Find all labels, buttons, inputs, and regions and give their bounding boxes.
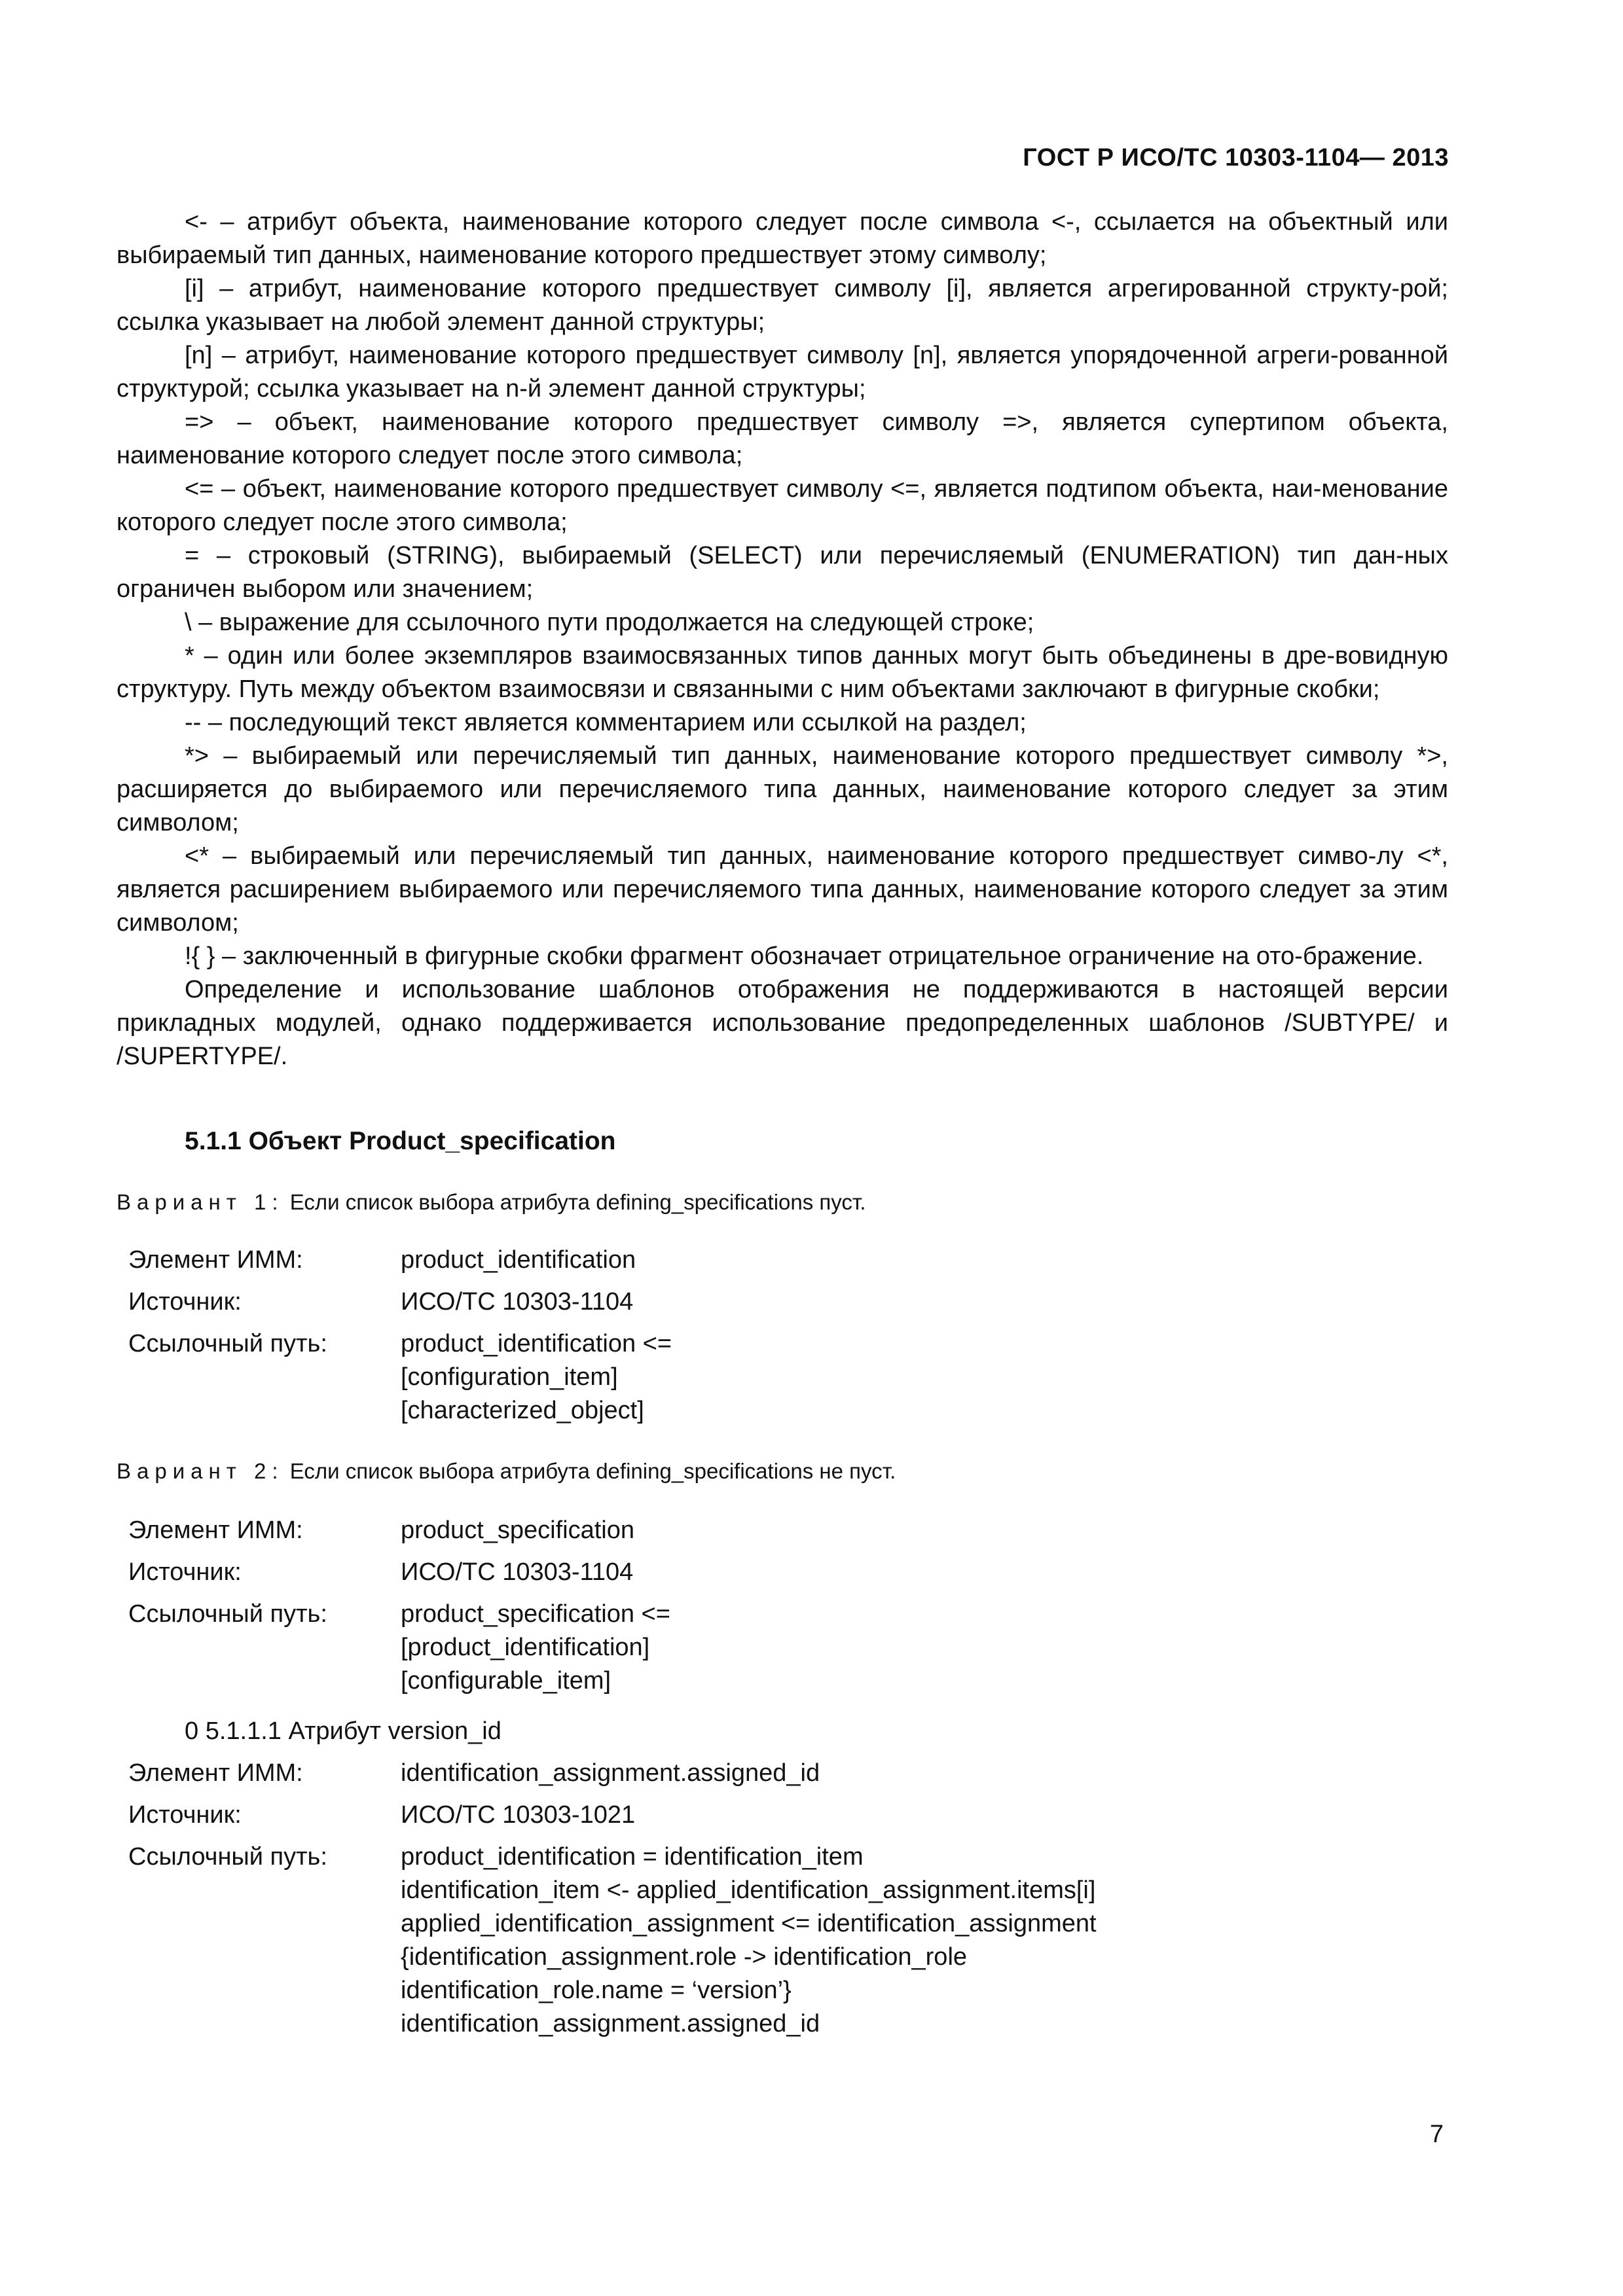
mapping-value: product_specification <= [product_identification] [configurable_item] [401,1600,670,1695]
templates-note-paragraph: Определение и использование шаблонов отображения не поддерживаются в настоящей версии прикладных модулей, однако поддерживается использование предопределенных шаблонов /SUBTYPE/ и /SUPERTYPE/. [117,976,1448,1070]
variant-2-caption [117,1458,896,1484]
mapping-value: product_identification = identification_item identification_item <- applied_identification_assignment.items[i] applied_identification_assignment <= identification_assignment {identification_assignment.role -> identification_role identification_role.name = ‘version’} identification_assignment.assigned_id [401,1843,1097,2037]
mapping-row [128,1244,672,1277]
definition-paragraph: [i] – атрибут, наименование которого предшествует символу [i], является агрегированной структу-рой; ссылка указывает на любой элемент данной структуры; [117,275,1448,336]
mapping-key: Источник: [128,1801,242,1829]
definition-paragraph: <= – объект, наименование которого предшествует символу <=, является подтипом объекта, наи-менование которого следует после этого символа; [117,475,1448,536]
definition-paragraph: => – объект, наименование которого предшествует символу =>, является супертипом объекта, наименование которого следует после этого символа; [117,408,1448,469]
mapping-row [128,1840,1097,2041]
definition-paragraph: !{ } – заключенный в фигурные скобки фрагмент обозначает отрицательное ограничение на ото-бражение. [185,942,1424,970]
definitions-block [117,206,1448,1073]
mapping-row [128,1598,670,1698]
page-number: 7 [1429,2121,1444,2148]
mapping-value: ИСО/ТС 10303-1104 [401,1558,634,1586]
mapping-value: ИСО/ТС 10303-1104 [401,1288,634,1316]
mapping-key: Ссылочный путь: [128,1600,327,1628]
definition-paragraph: [n] – атрибут, наименование которого предшествует символу [n], является упорядоченной агреги-рованной структурой; ссылка указывает на n-й элемент данной структуры; [117,342,1448,403]
variant-1-mapping [128,1244,672,1436]
variant-text: Если список выбора атрибута defining_specifications не пуст. [289,1459,896,1483]
mapping-value: ИСО/ТС 10303-1021 [401,1801,636,1829]
mapping-key: Ссылочный путь: [128,1843,327,1871]
mapping-key: Источник: [128,1558,242,1586]
mapping-row [128,1285,672,1319]
mapping-row [128,1327,672,1427]
mapping-key: Ссылочный путь: [128,1330,327,1357]
mapping-row [128,1757,1097,1790]
definition-paragraph: <* – выбираемый или перечисляемый тип данных, наименование которого предшествует симво-лу <*, является расширением выбираемого или перечисляемого типа данных, наименование которого следует за этим символом; [117,842,1448,937]
attribute-mapping [128,1757,1097,2049]
mapping-row [128,1514,670,1547]
attribute-title: 0 5.1.1.1 Атрибут version_id [185,1717,501,1745]
mapping-key: Элемент ИММ: [128,1246,303,1274]
variant-label: Вариант 1: [117,1190,284,1214]
mapping-value: identification_assignment.assigned_id [401,1759,820,1787]
mapping-value: product_identification [401,1246,636,1274]
section-title: 5.1.1 Объект Product_specification [185,1127,616,1155]
variant-1-caption [117,1189,866,1215]
definition-paragraph: * – один или более экземпляров взаимосвязанных типов данных могут быть объединены в дре-вовидную структуру. Путь между объектом взаимосвязи и связанными с ним объектами заключают в фигурные скобки; [117,642,1448,703]
variant-text: Если список выбора атрибута defining_specifications пуст. [289,1190,866,1214]
definition-paragraph: \ – выражение для ссылочного пути продолжается на следующей строке; [185,609,1034,636]
mapping-row [128,1799,1097,1832]
definition-paragraph: = – строковый (STRING), выбираемый (SELECT) или перечисляемый (ENUMERATION) тип дан-ных ограничен выбором или значением; [117,542,1448,603]
mapping-row [128,1556,670,1589]
variant-label: Вариант 2: [117,1459,284,1483]
definition-paragraph: -- – последующий текст является комментарием или ссылкой на раздел; [185,709,1027,736]
standard-header: ГОСТ Р ИСО/ТС 10303-1104— 2013 [1023,144,1449,171]
variant-2-mapping [128,1514,670,1706]
mapping-key: Элемент ИММ: [128,1759,303,1787]
mapping-key: Источник: [128,1288,242,1316]
definition-paragraph: *> – выбираемый или перечисляемый тип данных, наименование которого предшествует символу *>, расширяется до выбираемого или перечисляемого типа данных, наименование которого следует за этим символом; [117,742,1448,836]
mapping-key: Элемент ИММ: [128,1516,303,1544]
definition-paragraph: <- – атрибут объекта, наименование которого следует после символа <-, ссылается на объектный или выбираемый тип данных, наименование которого предшествует этому символу; [117,208,1448,269]
mapping-value: product_specification [401,1516,634,1544]
mapping-value: product_identification <= [configuration_item] [characterized_object] [401,1330,672,1424]
